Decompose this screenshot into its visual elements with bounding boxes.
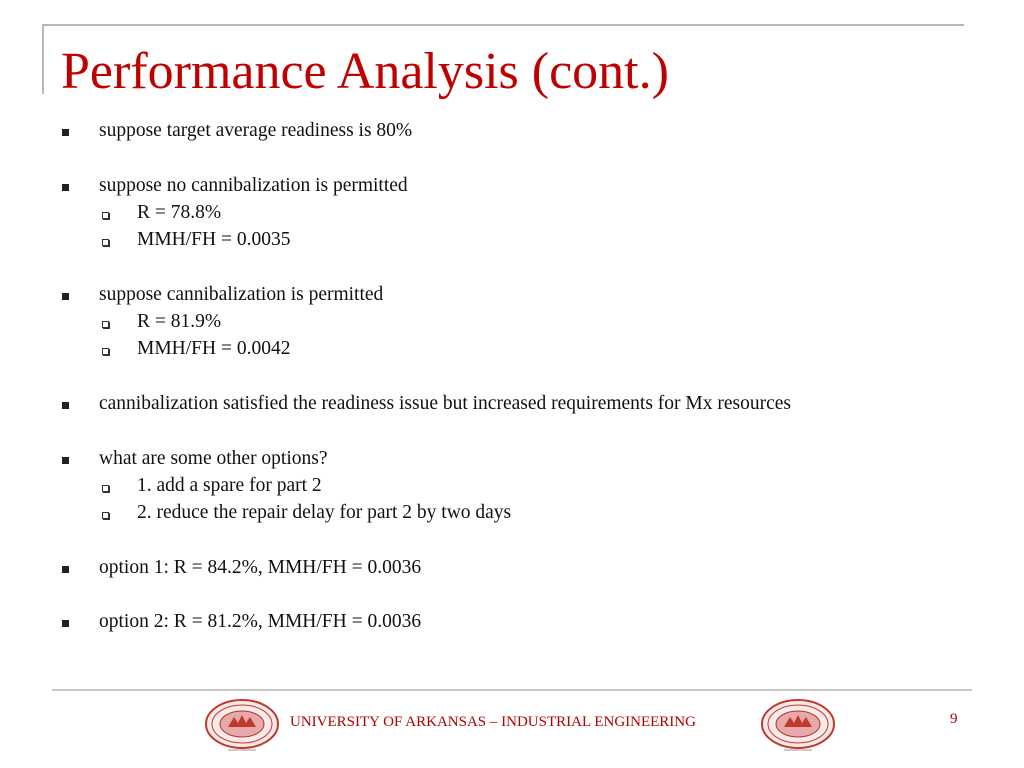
bullet-item xyxy=(0,610,1024,637)
page-number: 9 xyxy=(950,711,958,727)
sub-bullet-item xyxy=(0,501,1024,528)
bullet-square-icon xyxy=(62,457,69,464)
sub-bullet-item xyxy=(0,228,1024,255)
bullet-item xyxy=(0,392,1024,419)
bullet-box-icon xyxy=(102,239,109,246)
footer-text: UNIVERSITY OF ARKANSAS – INDUSTRIAL ENGINEERING xyxy=(290,714,696,730)
bullet-text: what are some other options? xyxy=(99,447,328,469)
bullet-text: option 2: R = 81.2%, MMH/FH = 0.0036 xyxy=(99,611,422,633)
sub-bullet-text: MMH/FH = 0.0042 xyxy=(137,338,291,360)
bullet-text: suppose no cannibalization is permitted xyxy=(99,174,408,196)
bullet-square-icon xyxy=(62,293,69,300)
bullet-text: suppose cannibalization is permitted xyxy=(99,283,384,305)
sub-bullet-text: 1. add a spare for part 2 xyxy=(137,474,322,496)
frame-left-rule xyxy=(42,24,44,94)
bullet-box-icon xyxy=(102,485,109,492)
frame-top-rule xyxy=(42,24,964,26)
bullet-box-icon xyxy=(102,321,109,328)
bullet-text: suppose target average readiness is 80% xyxy=(99,120,413,141)
bullet-square-icon xyxy=(62,402,69,409)
bullet-box-icon xyxy=(102,212,109,219)
bullet-item xyxy=(0,447,1024,474)
footer-rule xyxy=(52,689,972,691)
university-seal-icon xyxy=(202,697,282,755)
bullet-box-icon xyxy=(102,348,109,355)
university-seal-icon xyxy=(758,697,838,755)
bullet-square-icon xyxy=(62,620,69,627)
sub-bullet-text: MMH/FH = 0.0035 xyxy=(137,229,291,251)
sub-bullet-item xyxy=(0,201,1024,228)
bullet-item xyxy=(0,556,1024,583)
bullet-square-icon xyxy=(62,566,69,573)
sub-bullet-text: 2. reduce the repair delay for part 2 by two days xyxy=(137,502,512,524)
sub-bullet-text: R = 81.9% xyxy=(137,311,222,333)
bullet-square-icon xyxy=(62,184,69,191)
sub-bullet-item xyxy=(0,310,1024,337)
bullet-item xyxy=(0,119,1024,146)
bullet-list xyxy=(0,119,1024,638)
bullet-text: cannibalization satisfied the readiness issue but increased requirements for Mx resources xyxy=(99,392,792,414)
bullet-square-icon xyxy=(62,129,69,136)
slide-title: Performance Analysis (cont.) xyxy=(61,43,669,100)
bullet-item xyxy=(0,283,1024,310)
sub-bullet-item xyxy=(0,337,1024,364)
sub-bullet-item xyxy=(0,474,1024,501)
bullet-item xyxy=(0,174,1024,201)
sub-bullet-text: R = 78.8% xyxy=(137,201,222,223)
bullet-box-icon xyxy=(102,512,109,519)
bullet-text: option 1: R = 84.2%, MMH/FH = 0.0036 xyxy=(99,556,422,578)
